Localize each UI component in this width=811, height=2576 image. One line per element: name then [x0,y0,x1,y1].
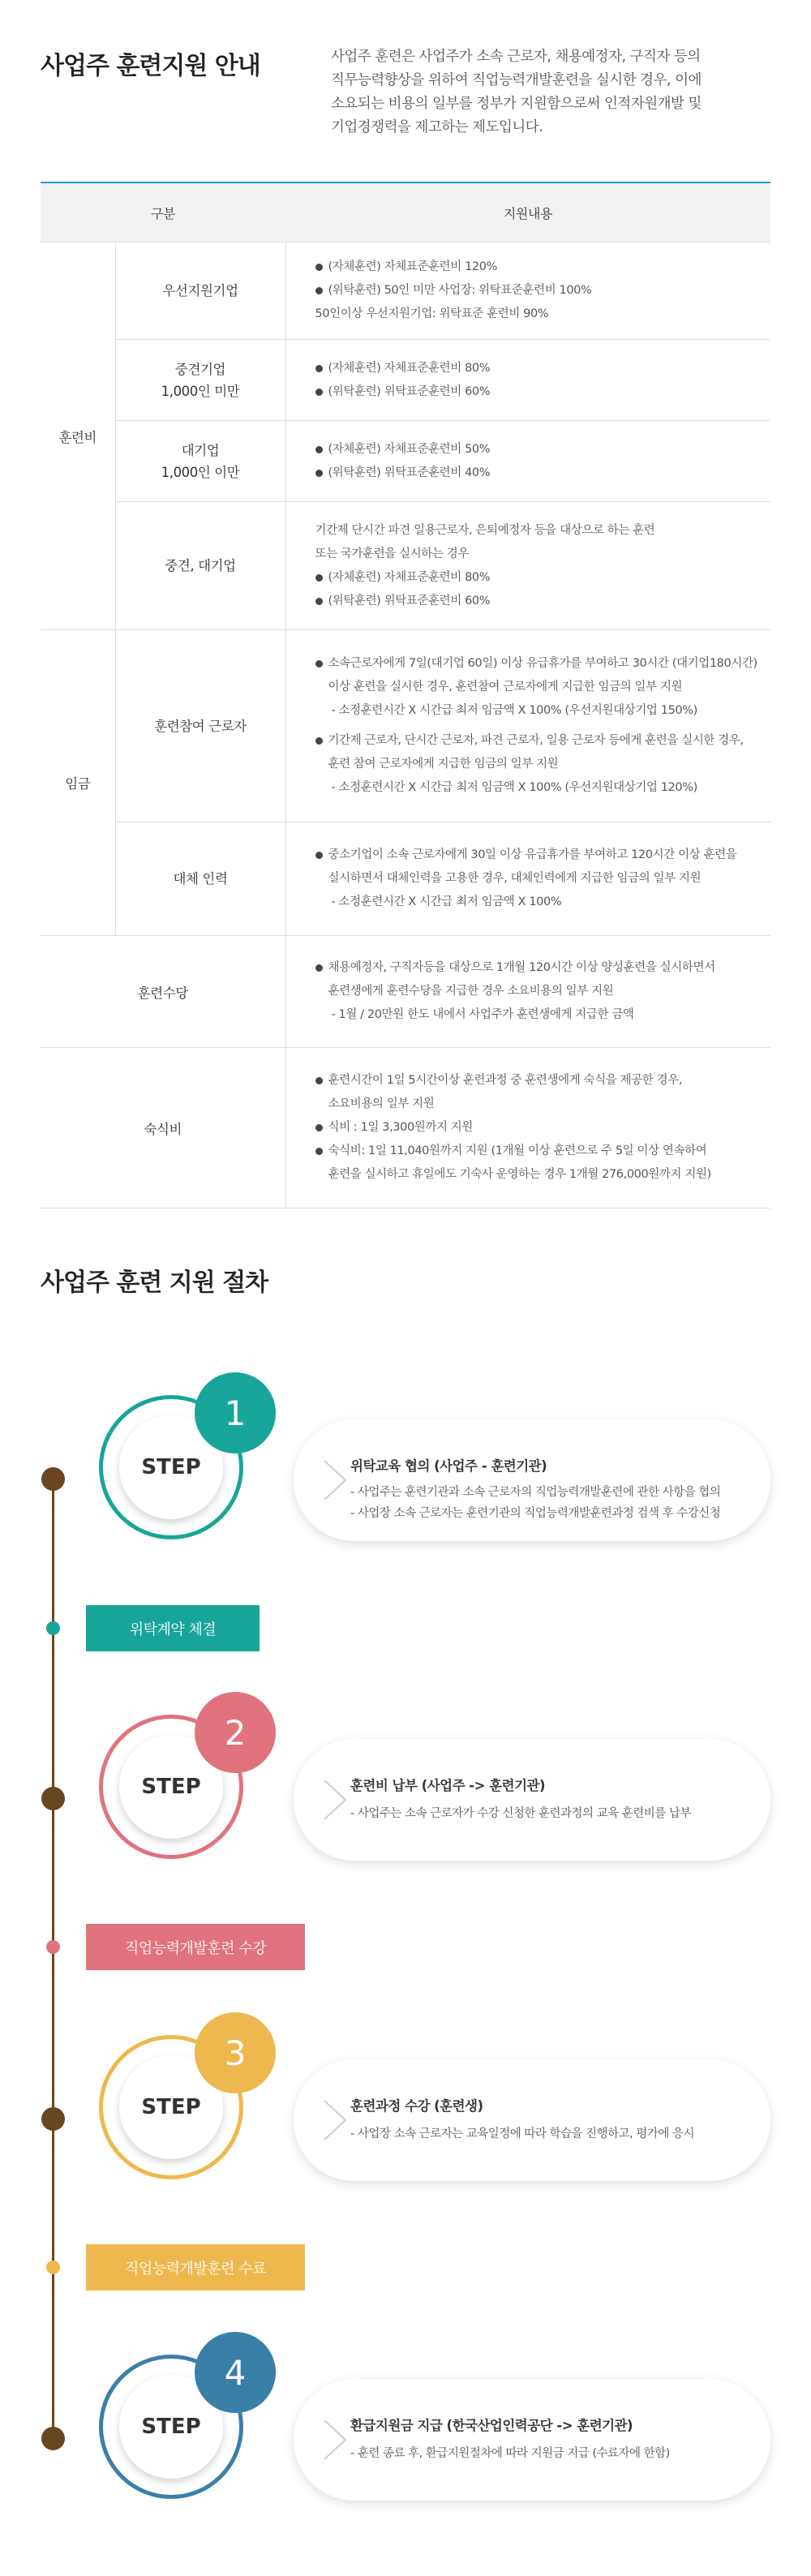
list-item: 또는 국가훈련을 실시하는 경우 [315,547,470,560]
row-label-large [115,421,285,502]
row-label-participant: 훈련참여 근로자 [115,630,285,822]
row-content-midlarge [285,502,770,630]
list-item: 훈련을 실시하고 휴일에도 기숙사 운영하는 경우 1개월 276,000원까지 지원) [328,1168,711,1181]
step-desc-line: - 사업장 소속 근로자는 교육일정에 따라 학습을 진행하고, 평가에 응시 [350,2127,695,2140]
step-desc-line: - 사업주는 소속 근로자가 수강 신청한 훈련과정의 교육 훈련비를 납부 [350,1807,691,1820]
step-desc-line: - 사업장 소속 근로자는 훈련기관의 직업능력개발훈련과정 검색 후 수강신청 [350,1507,721,1520]
row-content-large [285,421,770,502]
list-item: (위탁훈련) 위탁표준훈련비 60% [315,380,771,404]
row-content-priority [285,243,770,340]
list-item: (위탁훈련) 50인 미만 사업장: 위탁표준훈련비 100% [315,279,771,303]
list-item: (자체훈련) 자체표준훈련비 80% [315,357,771,380]
row-label-lodging: 숙식비 [41,1048,285,1209]
step-number-badge: 1 [195,1372,276,1453]
intro-description [331,45,773,140]
step-word: STEP [119,1735,223,1839]
list-item: 식비 : 1일 3,300원까지 지원 [315,1116,771,1140]
row-label-line: 중견기업 [174,361,226,377]
step-title: 훈련과정 수강 (훈련생) [350,2098,483,2114]
step-title: 위탁교육 협의 (사업주 - 훈련기관) [350,1458,547,1474]
list-item: (자체훈련) 자체표준훈련비 50% [315,438,771,462]
process-title: 사업주 훈련 지원 절차 [41,1269,268,1297]
row-label-priority: 우선지원기업 [115,243,285,340]
row-label-midlarge: 중견, 대기업 [115,502,285,630]
stage-label: 직업능력개발훈련 수료 [86,2244,305,2290]
page-title: 사업주 훈련지원 안내 [41,52,260,80]
row-label-midsize [115,340,285,421]
header-category: 구분 [41,182,285,243]
timeline-dot [46,1940,60,1954]
step-desc-line: - 훈련 종료 후, 환급지원절차에 따라 지원금 지급 (수료자에 한함) [350,2447,670,2460]
list-item: 훈련시간이 1일 5시간이상 훈련과정 중 훈련생에게 숙식을 제공한 경우, [315,1069,771,1093]
row-label-line: 대기업 [181,442,220,458]
row-content-midsize [285,340,770,421]
list-item: 훈련 참여 근로자에게 지급한 임금의 일부 지원 [328,758,559,771]
row-label-line: 1,000인 미만 [161,383,240,399]
intro-desc-line: 기업경쟁력을 제고하는 제도입니다. [331,119,543,135]
step-card [294,1739,770,1861]
support-table [41,182,770,1209]
list-item: (위탁훈련) 위탁표준훈련비 60% [315,590,771,613]
step-word: STEP [119,2055,223,2159]
category-wage: 임금 [41,630,115,936]
step-title: 환급지원금 지급 (한국산업인력공단 -> 훈련기관) [350,2418,633,2433]
step-title: 훈련비 납부 (사업주 -> 훈련기관) [350,1778,546,1793]
step-card [294,1419,770,1541]
timeline-dot [46,2260,60,2274]
timeline-node [41,1787,65,1810]
timeline-dot [46,1621,60,1635]
table-row [41,936,770,1048]
category-training-cost: 훈련비 [41,243,115,630]
list-item: 채용예정자, 구직자등을 대상으로 1개월 120시간 이상 양성훈련을 실시하면서 [315,956,771,980]
step-card [294,2379,770,2501]
list-item: 중소기업이 소속 근로자에게 30일 이상 유급휴가를 부여하고 120시간 이상 훈련을 [315,844,771,867]
list-item: (자체훈련) 자체표준훈련비 120% [315,255,771,279]
table-header-row [41,182,770,243]
row-content-lodging [285,1048,770,1209]
stage-label: 위탁계약 체결 [86,1605,260,1651]
table-row [41,340,770,421]
step-word: STEP [119,1415,223,1519]
intro-desc-line: 소요되는 비용의 일부를 정부가 지원함으로써 인적자원개발 및 [331,96,702,112]
list-item: - 소정훈련시간 X 시간급 최저 임금액 X 100% (우선지원대상기업 120%) [331,781,697,794]
step-number-badge: 4 [195,2332,276,2413]
list-item: - 소정훈련시간 X 시간급 최저 임금액 X 100% (우선지원대상기업 150%) [331,704,697,717]
timeline-node [41,2427,65,2450]
list-item: 기간제 근로자, 단시간 근로자, 파견 근로자, 일용 근로자 등에게 훈련을 실시한 경우, [315,729,771,753]
table-row [41,421,770,502]
list-item: 기간제 단시간 파견 일용근로자, 은퇴예정자 등을 대상으로 하는 훈련 [315,523,655,537]
list-item: 50인이상 우선지원기업: 위탁표준 훈련비 90% [315,307,549,320]
row-content-participant [285,630,770,822]
table-row [41,1048,770,1209]
table-row [41,630,770,822]
row-label-line: 1,000인 이만 [161,464,240,480]
row-content-substitute [285,822,770,936]
list-item: 소요비용의 일부 지원 [328,1097,435,1110]
table-row [41,502,770,630]
step-desc-line: - 사업주는 훈련기관과 소속 근로자의 직업능력개발훈련에 관한 사항을 협의 [350,1486,721,1499]
step-number-badge: 3 [195,2012,276,2093]
row-label-allowance: 훈련수당 [41,936,285,1048]
step-card [294,2059,770,2181]
table-row [41,243,770,340]
table-row [41,822,770,936]
list-item: - 소정훈련시간 X 시간급 최저 임금액 X 100% [331,895,562,908]
list-item: 숙식비: 1일 11,040원까지 지원 (1개월 이상 훈련으로 주 5일 이상 연속하여 [315,1140,771,1163]
timeline-node [41,2107,65,2131]
row-label-substitute: 대체 인력 [115,822,285,936]
stage-label: 직업능력개발훈련 수강 [86,1924,305,1970]
list-item: 이상 훈련을 실시한 경우, 훈련참여 근로자에게 지급한 임금의 일부 지원 [328,680,683,693]
intro-desc-line: 사업주 훈련은 사업주가 소속 근로자, 채용예정자, 구직자 등의 [331,49,701,65]
step-word: STEP [119,2375,223,2479]
list-item: - 1월 / 20만원 한도 내에서 사업주가 훈련생에게 지급한 금액 [331,1008,634,1021]
list-item: 소속근로자에게 7일(대기업 60일) 이상 유급휴가를 부여하고 30시간 (대기업180시간) [315,652,771,676]
list-item: (자체훈련) 자체표준훈련비 80% [315,566,771,590]
list-item: (위탁훈련) 위탁표준훈련비 40% [315,462,771,485]
intro-desc-line: 직무능력향상을 위하여 직업능력개발훈련을 실시한 경우, 이에 [331,72,702,88]
timeline-node [41,1467,65,1491]
list-item: 실시하면서 대체인력을 고용한 경우, 대체인력에게 지급한 임금의 일부 지원 [328,872,702,885]
list-item: 훈련생에게 훈련수당을 지급한 경우 소요비용의 일부 지원 [328,985,614,998]
step-number-badge: 2 [195,1692,276,1773]
header-content: 지원내용 [285,182,770,243]
row-content-allowance [285,936,770,1048]
